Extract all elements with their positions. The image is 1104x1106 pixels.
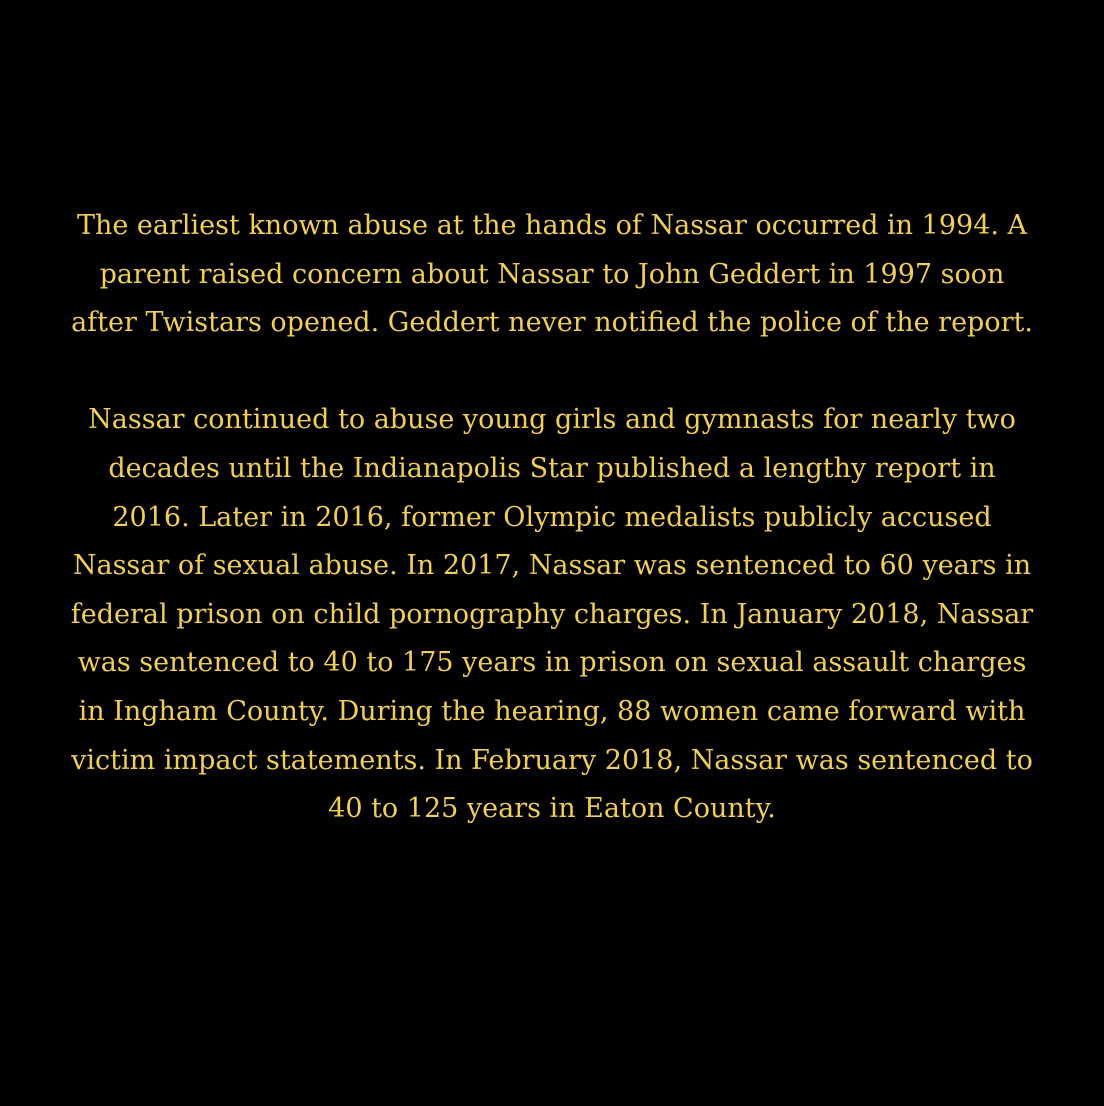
paragraph-1: The earliest known abuse at the hands of Nassar occurred in 1994. A parent raised concern about Nassar to John Geddert in 1997 soon after Twistars opened. Geddert never notified the police of the report. [71, 210, 1033, 339]
paragraph-spacer [70, 348, 1034, 397]
body-text [70, 202, 1034, 834]
paragraph-2: Nassar continued to abuse young girls and gymnasts for nearly two decades until the Indianapolis Star published a lengthy report in 2016. Later in 2016, former Olympic medalists publicly accused Nassar of sexual abuse. In 2017, Nassar was sentenced to 60 years in federal prison on child pornography charges. In January 2018, Nassar was sentenced to 40 to 175 years in prison on sexual assault charges in Ingham County. During the hearing, 88 women came forward with victim impact statements. In February 2018, Nassar was sentenced to 40 to 125 years in Eaton County. [70, 404, 1034, 825]
